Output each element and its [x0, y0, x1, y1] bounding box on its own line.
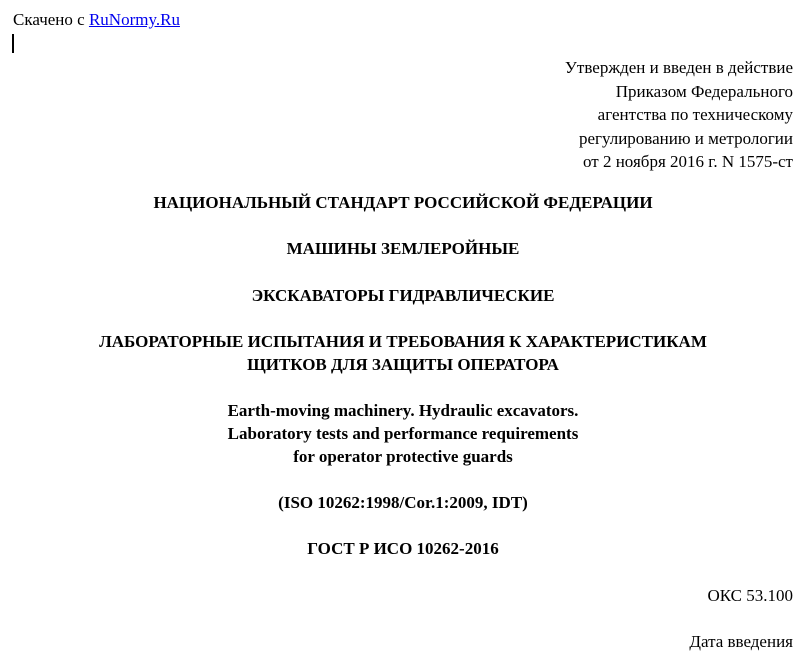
oks-code: ОКС 53.100: [707, 586, 793, 605]
subject-heading: [0, 330, 799, 376]
approval-line: Приказом Федерального: [615, 81, 793, 101]
machinery-heading: МАШИНЫ ЗЕМЛЕРОЙНЫЕ: [286, 239, 520, 258]
approval-block: [393, 56, 793, 174]
subject-heading-line: ЩИТКОВ ДЛЯ ЗАЩИТЫ ОПЕРАТОРА: [247, 355, 559, 374]
english-title-line: for operator protective guards: [293, 447, 513, 466]
download-source-prefix: Скачено с: [13, 10, 89, 29]
excavators-heading: ЭКСКАВАТОРЫ ГИДРАВЛИЧЕСКИЕ: [251, 286, 555, 305]
english-title-line: Laboratory tests and performance requirements: [227, 424, 579, 443]
english-title: [0, 399, 799, 468]
approval-line: регулированию и метрологии: [578, 128, 793, 148]
approval-line: от 2 ноября 2016 г. N 1575-ст: [583, 152, 793, 171]
gost-number: ГОСТ Р ИСО 10262-2016: [307, 539, 499, 558]
text-cursor: [12, 34, 14, 53]
subject-heading-line: ЛАБОРАТОРНЫЕ ИСПЫТАНИЯ И ТРЕБОВАНИЯ К ХАРАКТЕРИСТИКАМ: [99, 332, 707, 351]
download-source-line: [13, 9, 180, 31]
english-title-line: Earth-moving machinery. Hydraulic excavators.: [227, 401, 579, 420]
intro-date-label: Дата введения: [689, 632, 793, 651]
standard-type-heading: НАЦИОНАЛЬНЫЙ СТАНДАРТ РОССИЙСКОЙ ФЕДЕРАЦИИ: [153, 193, 653, 212]
approval-line: Утвержден и введен в действие: [564, 58, 793, 77]
runormy-link[interactable]: RuNormy.Ru: [88, 10, 180, 29]
iso-reference: (ISO 10262:1998/Cor.1:2009, IDT): [278, 493, 528, 512]
approval-line: агентства по техническому: [597, 105, 793, 124]
